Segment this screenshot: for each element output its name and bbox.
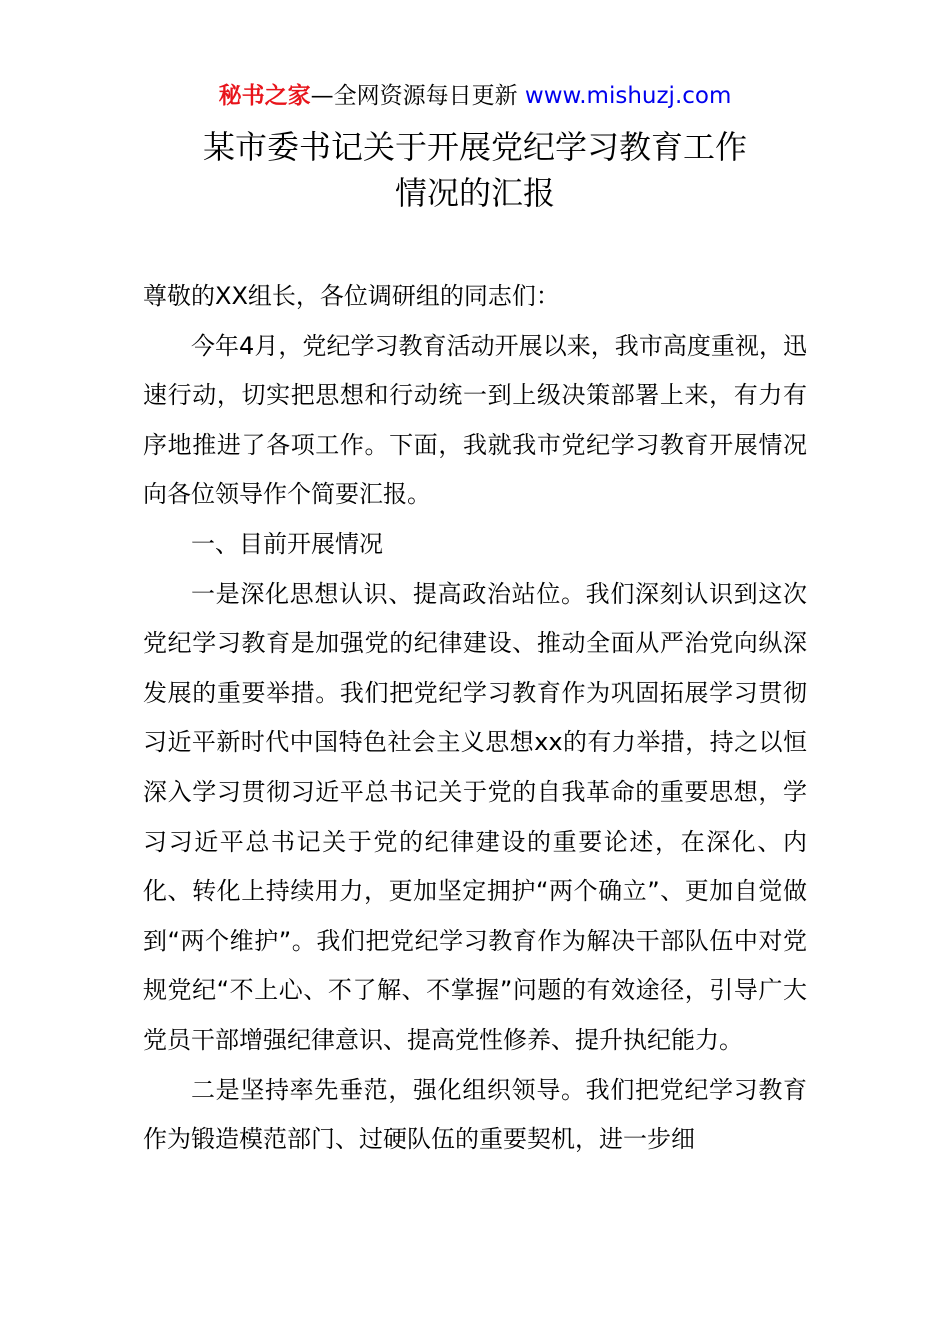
site-brand: 秘书之家 [218, 83, 311, 109]
document-title [0, 124, 950, 216]
paragraph-point-1: 一是深化思想认识、提高政治站位。我们深刻认识到这次党纪学习教育是加强党的纪律建设、推动全面从严治党向纵深发展的重要举措。我们把党纪学习教育作为巩固拓展学习贯彻习近平新时代中国特色社会主义思想xx的有力举措，持之以恒深入学习贯彻习近平总书记关于党的自我革命的重要思想，学习习近平总书记关于党的纪律建设的重要论述，在深化、内化、转化上持续用力，更加坚定拥护“两个确立”、更加自觉做到“两个维护”。我们把党纪学习教育作为解决干部队伍中对党规党纪“不上心、不了解、不掌握”问题的有效途径，引导广大党员干部增强纪律意识、提高党性修养、提升执纪能力。 [143, 579, 807, 1054]
document-body [143, 272, 807, 1165]
site-banner [0, 80, 950, 112]
site-tagline: —全网资源每日更新 [310, 83, 518, 109]
title-line-2: 情况的汇报 [394, 174, 555, 212]
salutation: 尊敬的XX组长，各位调研组的同志们： [143, 282, 560, 310]
title-line-1: 某市委书记关于开展党纪学习教育工作 [202, 128, 747, 166]
site-url-link[interactable]: www.mishuzj.com [524, 83, 732, 109]
paragraph-intro: 今年4月，党纪学习教育活动开展以来，我市高度重视，迅速行动，切实把思想和行动统一到上级决策部署上来，有力有序地推进了各项工作。下面，我就我市党纪学习教育开展情况向各位领导作个简要汇报。 [143, 331, 807, 509]
section-heading: 一、目前开展情况 [191, 529, 383, 558]
paragraph-point-2: 二是坚持率先垂范，强化组织领导。我们把党纪学习教育作为锻造模范部门、过硬队伍的重要契机，进一步细 [143, 1075, 807, 1154]
